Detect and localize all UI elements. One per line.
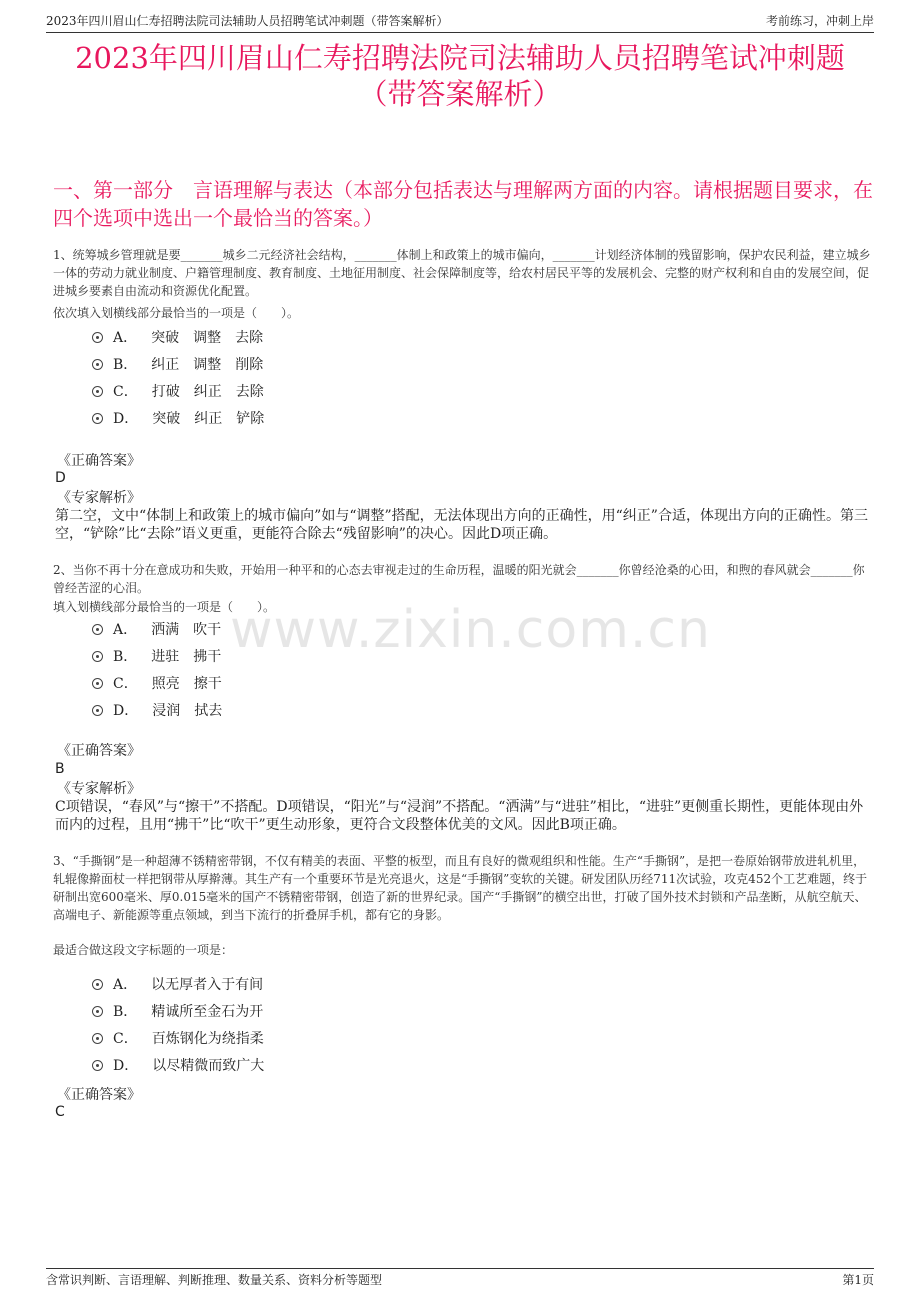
question-2-option-a[interactable]: A． 洒满 吹干	[92, 620, 221, 640]
question-3-stem: 3、“手撕钢”是一种超薄不锈精密带钢，不仅有精美的表面、平整的板型，而且有良好的微观组织和性能。生产“手撕钢”，是把一卷原始钢带放进轧机里，轧辊像擀面杖一样把钢带从厚擀薄。其生产有一个重要环节是光亮退火，这是“手撕钢”变软的关键。研发团队历经711次试验，攻克452个工艺难题，终于研制出宽600毫米、厚0.015毫米的国产不锈精密带钢，创造了新的世界纪录。国产“手撕钢”的横空出世，打破了国外技术封锁和产品垄断，从航空航天、高端电子、新能源等重点领域，到当下流行的折叠屏手机，都有它的身影。	[53, 854, 868, 922]
question-2-analysis: C项错误，“春风”与“擦干”不搭配。D项错误，“阳光”与“浸润”不搭配。“洒满”与“进驻”相比，“进驻”更侧重长期性，更能体现由外而内的过程，且用“拂干”比“吹干”更生动形象，更符合文段整体优美的文风。因此B项正确。	[55, 799, 864, 833]
question-3-answer-label: 《正确答案》	[57, 1087, 141, 1103]
question-3-option-a[interactable]: A． 以无厚者入于有间	[92, 975, 263, 995]
title-line-1: 2023年四川眉山仁寿招聘法院司法辅助人员招聘笔试冲刺题	[75, 41, 845, 75]
question-3-option-b[interactable]: B． 精诚所至金石为开	[92, 1002, 263, 1022]
header-slogan: 考前练习，冲刺上岸	[765, 14, 874, 28]
question-1-option-d[interactable]: D． 突破 纠正 铲除	[92, 409, 264, 429]
radio-icon[interactable]	[92, 979, 103, 990]
question-1-analysis-label: 《专家解析》	[57, 490, 141, 506]
radio-icon[interactable]	[92, 413, 103, 424]
footer-topics: 含常识判断、言语理解、判断推理、数量关系、资料分析等题型	[46, 1273, 383, 1287]
radio-icon[interactable]	[92, 386, 103, 397]
question-2-option-c[interactable]: C． 照亮 擦干	[92, 674, 222, 694]
question-1-analysis: 第二空，文中“体制上和政策上的城市偏向”如与“调整”搭配，无法体现出方向的正确性，用“纠正”合适，体现出方向的正确性。第三空，“铲除”比“去除”语义更重，更能符合除去“残留影响”的决心。因此D项正确。	[55, 508, 868, 542]
question-1-stem: 1、统筹城乡管理就是要_______城乡二元经济社会结构，_______体制上和政策上的城市偏向，_______计划经济体制的残留影响，保护农民利益，建立城乡一体的劳动力就业制度、户籍管理制度、教育制度、土地征用制度、社会保障制度等，给农村居民平等的发展机会、完整的财产权利和自由的发展空间，促进城乡要素自由流动和资源优化配置。	[53, 248, 871, 298]
question-1-option-c[interactable]: C． 打破 纠正 去除	[92, 382, 264, 402]
radio-icon[interactable]	[92, 651, 103, 662]
question-2-option-b[interactable]: B． 进驻 拂干	[92, 647, 221, 667]
radio-icon[interactable]	[92, 678, 103, 689]
question-1-prompt: 依次填入划横线部分最恰当的一项是（ ）。	[53, 306, 300, 320]
question-3-answer: C	[55, 1104, 65, 1120]
title-line-2: （带答案解析）	[358, 77, 562, 111]
radio-icon[interactable]	[92, 1006, 103, 1017]
radio-icon[interactable]	[92, 1060, 103, 1071]
question-2-analysis-label: 《专家解析》	[57, 781, 141, 797]
radio-icon[interactable]	[92, 1033, 103, 1044]
question-2-prompt: 填入划横线部分最恰当的一项是（ ）。	[53, 600, 276, 614]
radio-icon[interactable]	[92, 624, 103, 635]
radio-icon[interactable]	[92, 332, 103, 343]
question-1-answer-label: 《正确答案》	[57, 453, 141, 469]
question-2-answer-label: 《正确答案》	[57, 743, 141, 759]
question-3-prompt: 最适合做这段文字标题的一项是：	[53, 943, 234, 957]
question-1-answer: D	[55, 470, 66, 486]
radio-icon[interactable]	[92, 359, 103, 370]
page-number: 第1页	[842, 1273, 874, 1287]
watermark: www.zixin.com.cn	[230, 600, 711, 660]
section-heading: 一、第一部分 言语理解与表达（本部分包括表达与理解两方面的内容。请根据题目要求，在四个选项中选出一个最恰当的答案。）	[53, 178, 873, 230]
question-3-option-d[interactable]: D． 以尽精微而致广大	[92, 1056, 264, 1076]
question-2-stem: 2、当你不再十分在意成功和失败，开始用一种平和的心态去审视走过的生命历程，温暖的阳光就会_______你曾经沧桑的心田，和煦的春风就会_______你曾经苦涩的心泪。	[53, 563, 865, 595]
header-doc-title: 2023年四川眉山仁寿招聘法院司法辅助人员招聘笔试冲刺题（带答案解析）	[46, 14, 449, 28]
radio-icon[interactable]	[92, 705, 103, 716]
question-1-option-b[interactable]: B． 纠正 调整 削除	[92, 355, 263, 375]
question-3-option-c[interactable]: C． 百炼钢化为绕指柔	[92, 1029, 264, 1049]
question-1-option-a[interactable]: A． 突破 调整 去除	[92, 328, 263, 348]
page-footer	[46, 1268, 874, 1291]
question-2-option-d[interactable]: D． 浸润 拭去	[92, 701, 222, 721]
page-header	[46, 10, 874, 33]
question-2-answer: B	[55, 761, 65, 777]
page-title	[40, 40, 880, 112]
